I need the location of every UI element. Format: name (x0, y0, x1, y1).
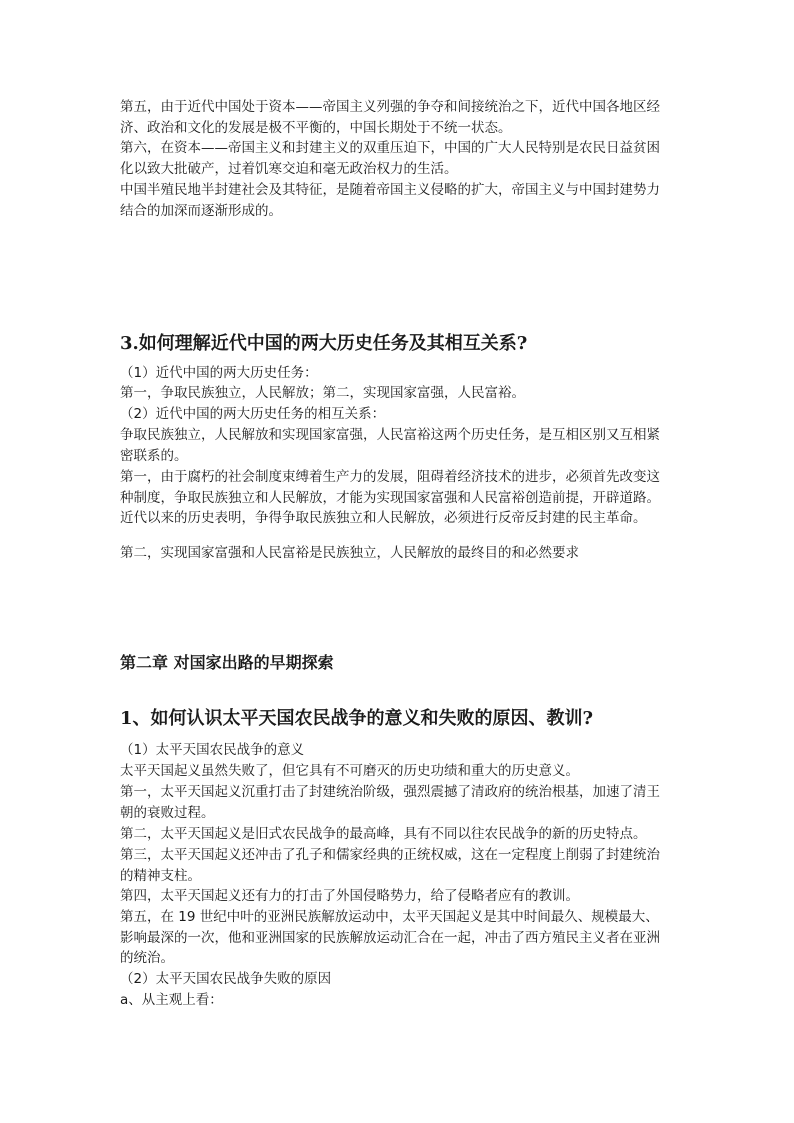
subheading-two-tasks: （1）近代中国的两大历史任务： (120, 365, 318, 381)
question-1-heading: 1、如何认识太平天国农民战争的意义和失败的原因、教训? (120, 708, 594, 729)
paragraph-second-relationship: 第二，实现国家富强和人民富裕是民族独立，人民解放的最终目的和必然要求 (120, 545, 579, 561)
paragraph-significance-first: 第一，太平天国起义沉重打击了封建统治阶级，强烈震撼了清政府的统治根基，加速了清王 朝的衰败过程。 (120, 784, 660, 821)
paragraph-fifth-uneven-development: 第五，由于近代中国处于资本——帝国主义列强的争夺和间接统治之下，近代中国各地区经 济、政治和文化的发展是极不平衡的，中国长期处于不统一状态。 (120, 99, 660, 136)
subheading-relationship: （2）近代中国的两大历史任务的相互关系： (120, 406, 386, 422)
subheading-failure-reasons: （2）太平天国农民战争失败的原因 (120, 971, 332, 987)
paragraph-two-tasks: 第一，争取民族独立，人民解放；第二，实现国家富强，人民富裕。 (120, 385, 525, 401)
paragraph-relationship: 争取民族独立，人民解放和实现国家富强，人民富裕这两个历史任务，是互相区别又互相紧 密联系的。 (120, 427, 660, 464)
section-3-heading: 3.如何理解近代中国的两大历史任务及其相互关系? (120, 333, 528, 354)
subheading-significance: （1）太平天国农民战争的意义 (120, 742, 305, 758)
chapter-2-title: 第二章 对国家出路的早期探索 (120, 653, 334, 672)
paragraph-significance-third: 第三，太平天国起义还冲击了孔子和儒家经典的正统权威，这在一定程度上削弱了封建统治 的精神支柱。 (120, 847, 660, 884)
paragraph-subjective-view: a、从主观上看： (120, 992, 223, 1008)
paragraph-first-relationship: 第一，由于腐朽的社会制度束缚着生产力的发展，阻碍着经济技术的进步，必须首先改变这 种制度，争取民族独立和人民解放，才能为实现国家富强和人民富裕创造前提，开辟道路。 近代以来的历史表明，争得争取民族独立和人民解放，必须进行反帝反封建的民主革命。 (120, 469, 660, 526)
paragraph-significance-intro: 太平天国起义虽然失败了，但它具有不可磨灭的历史功绩和重大的历史意义。 (120, 763, 579, 779)
paragraph-sixth-people-impoverished: 第六，在资本——帝国主义和封建主义的双重压迫下，中国的广大人民特别是农民日益贫困 化以致大批破产，过着饥寒交迫和毫无政治权力的生活。 (120, 140, 660, 177)
paragraph-semi-colonial-formation: 中国半殖民地半封建社会及其特征，是随着帝国主义侵略的扩大，帝国主义与中国封建势力 结合的加深而逐渐形成的。 (120, 182, 660, 219)
paragraph-significance-second: 第二，太平天国起义是旧式农民战争的最高峰，具有不同以往农民战争的新的历史特点。 (120, 826, 647, 842)
paragraph-significance-fourth: 第四，太平天国起义还有力的打击了外国侵略势力，给了侵略者应有的教训。 (120, 888, 579, 904)
paragraph-significance-fifth: 第五，在 19 世纪中叶的亚洲民族解放运动中，太平天国起义是其中时间最久、规模最大、 影响最深的一次，他和亚洲国家的民族解放运动汇合在一起，冲击了西方殖民主义者在亚洲 的统治。 (120, 909, 660, 966)
